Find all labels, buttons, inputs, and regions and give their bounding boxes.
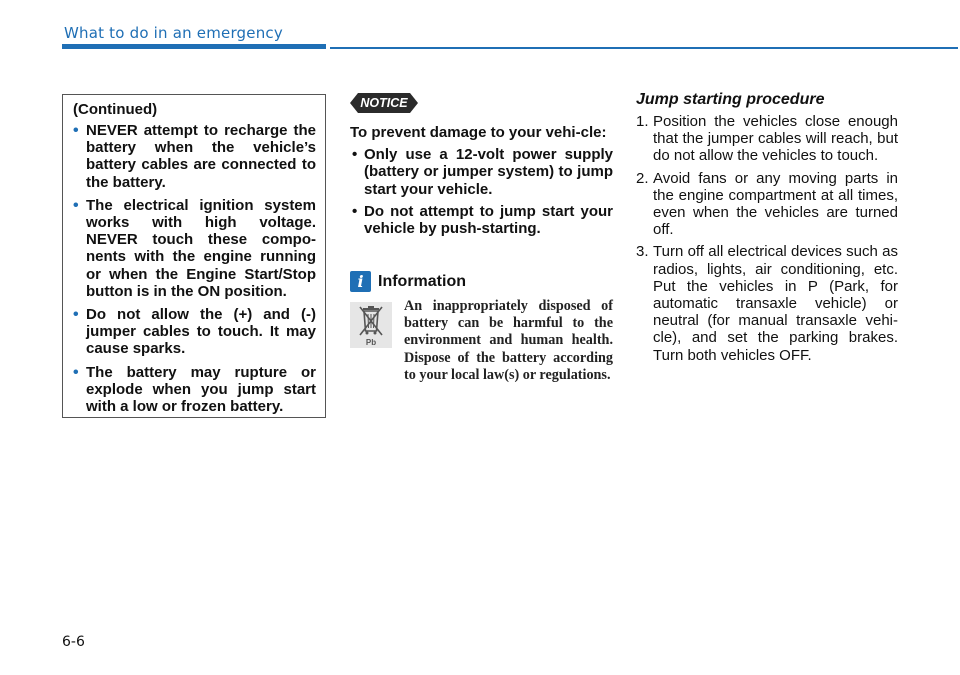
header-rule-thick bbox=[62, 44, 326, 49]
jump-start-steps bbox=[636, 113, 898, 369]
notice-content bbox=[350, 124, 613, 242]
bullet-icon: • bbox=[352, 202, 358, 220]
section-header-title: What to do in an emergency bbox=[64, 24, 283, 42]
warning-list bbox=[72, 122, 316, 415]
info-icon bbox=[350, 271, 371, 292]
warning-item bbox=[72, 364, 316, 416]
step-text: Turn off all electrical devices such as radios, lights, air conditioning, etc. Put the vehicles in P (Park, for automatic transaxle vehicle) or neutral (for manual transaxle vehi-cle), and set the parking brakes. Turn both vehicles OFF. bbox=[653, 243, 898, 364]
notice-item-text: Only use a 12-volt power supply (battery or jumper system) to jump start your vehicle. bbox=[364, 146, 613, 198]
crossed-bin-icon bbox=[350, 302, 392, 348]
bullet-icon: • bbox=[73, 122, 79, 139]
step-number: 3. bbox=[636, 243, 649, 261]
warning-continued-label: (Continued) bbox=[73, 101, 158, 118]
warning-item-text: The electrical ignition system works with high voltage. NEVER touch these compo-nents with the engine running or when the Engine Start/Stop button is in the ON position. bbox=[86, 196, 316, 300]
warning-item-text: NEVER attempt to recharge the battery when the vehicle’s battery cables are connected to the battery. bbox=[86, 122, 316, 191]
step-item bbox=[636, 243, 898, 363]
notice-item bbox=[350, 203, 613, 237]
bullet-icon: • bbox=[73, 306, 79, 324]
step-number: 2. bbox=[636, 169, 649, 187]
step-number: 1. bbox=[636, 113, 649, 130]
notice-list bbox=[350, 146, 613, 237]
bullet-icon: • bbox=[352, 146, 358, 164]
step-text: Position the vehicles close enough that the jumper cables will reach, but do not allow the vehicles to touch. bbox=[653, 113, 898, 165]
step-text: Avoid fans or any moving parts in the engine compartment at all times, even when the vehicles are turned off. bbox=[653, 169, 898, 239]
bullet-icon: • bbox=[73, 196, 79, 214]
warning-item bbox=[72, 122, 316, 191]
step-item bbox=[636, 170, 898, 239]
information-body: An inappropriately disposed of battery can be harmful to the environment and human health. Dispose of the battery according to your local law(s) or regulations. bbox=[404, 298, 613, 383]
warning-item bbox=[72, 306, 316, 358]
information-title: Information bbox=[378, 273, 466, 290]
pb-label: Pb bbox=[365, 338, 377, 347]
jump-start-heading: Jump starting procedure bbox=[636, 91, 825, 108]
warning-item-text: The battery may rupture or explode when you jump start with a low or frozen battery. bbox=[86, 363, 316, 416]
page-number: 6-6 bbox=[62, 634, 85, 650]
notice-item-text: Do not attempt to jump start your vehicle by push-starting. bbox=[364, 202, 613, 238]
warning-item bbox=[72, 197, 316, 300]
warning-box bbox=[62, 94, 326, 418]
notice-item bbox=[350, 146, 613, 198]
battery-disposal-icon bbox=[350, 302, 392, 348]
info-icon-letter: i bbox=[357, 272, 364, 291]
step-item bbox=[636, 113, 898, 165]
notice-badge-label: NOTICE bbox=[360, 96, 408, 110]
header-rule-thin bbox=[330, 47, 958, 49]
notice-badge bbox=[350, 93, 418, 113]
notice-intro: To prevent damage to your vehi-cle: bbox=[350, 124, 607, 141]
warning-item-text: Do not allow the (+) and (-) jumper cables to touch. It may cause sparks. bbox=[86, 306, 316, 358]
bullet-icon: • bbox=[73, 363, 79, 381]
